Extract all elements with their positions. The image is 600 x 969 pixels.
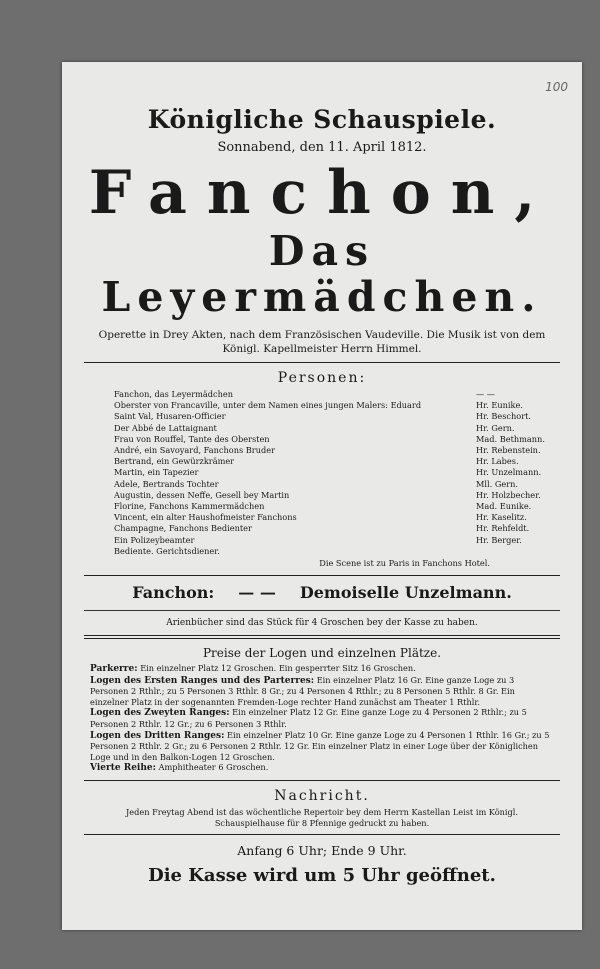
cast-row [114, 456, 548, 467]
cast-actor: Hr. Eunike. [476, 400, 523, 411]
divider [84, 780, 560, 781]
price-label: Logen des Zweyten Ranges: [90, 708, 230, 719]
featured-dashes: — — [238, 583, 276, 603]
cast-row [114, 467, 548, 478]
cast-actor: Hr. Gern. [476, 422, 515, 433]
cast-actor: — — [476, 389, 495, 399]
cast-role: Augustin, dessen Neffe, Gesell bey Martin [114, 489, 290, 500]
cast-actor: Hr. Beschort. [476, 411, 532, 422]
cast-actor: Mll. Gern. [476, 478, 519, 489]
price-label: Parkerre: [90, 664, 138, 675]
cast-role: Oberster von Francaville, unter dem Namen eines jungen Malers: Eduard [114, 400, 422, 411]
cast-actor: Mad. Bethmann. [476, 433, 545, 444]
cast-row [114, 423, 548, 434]
divider [84, 635, 560, 639]
box-office-note: Die Kasse wird um 5 Uhr geöffnet. [148, 865, 496, 887]
price-text: Ein einzelner Platz 16 Gr. Eine ganze Loge zu 3 Personen 2 Rthlr.; zu 5 Personen 3 Rthlr. 8 Gr.; zu 4 Personen 4 Rthlr.; zu 8 Personen 5 Rthlr. 8 Gr. Ein einzelner Platz in der sogenannten Fremden-Loge rechter Hand zunächst am Theater 1 Rthlr. [90, 674, 515, 707]
cast-actor: Hr. Berger. [476, 534, 522, 545]
price-text: Amphitheater 6 Groschen. [158, 762, 269, 773]
cast-actor [476, 546, 548, 557]
cast-row [114, 501, 548, 512]
performance-date: Sonnabend, den 11. April 1812. [217, 140, 427, 155]
cast-role: Champagne, Fanchons Bedienter [114, 523, 252, 534]
cast-role: Vincent, ein alter Haushofmeister Fanchons [114, 512, 297, 523]
scene-note: Die Scene ist zu Paris in Fanchons Hotel. [319, 558, 490, 569]
prices-heading: Preise der Logen und einzelnen Plätze. [202, 646, 442, 661]
price-label: Logen des Dritten Ranges: [90, 730, 225, 741]
price-label: Vierte Reihe: [90, 763, 156, 774]
price-label: Logen des Ersten Ranges und des Parterres: [90, 675, 315, 686]
cast-row [114, 445, 548, 456]
play-subtitle: Das Leyermädchen. [101, 227, 543, 321]
news-text: Jeden Freytag Abend ist das wöchentliche Repertoir bey dem Herrn Kastellan Leist im Königl. Schauspielhause für 8 Pfennige gedruckt zu haben. [126, 806, 518, 828]
play-title: Fanchon, [88, 158, 556, 228]
theatre-name: Königliche Schauspiele. [147, 105, 497, 134]
cast-role: Martin, ein Tapezier [114, 467, 199, 478]
cast-actor: Hr. Rehfeldt. [476, 523, 530, 534]
price-entry [90, 730, 554, 763]
price-entry [90, 707, 554, 729]
libretto-note: Arienbücher sind das Stück für 4 Groschen bey der Kasse zu haben. [166, 618, 478, 629]
featured-role [84, 582, 560, 604]
cast-row [114, 389, 548, 400]
cast-role: Saint Val, Husaren-Officier [114, 411, 226, 422]
cast-row [114, 512, 548, 523]
cast-row [114, 490, 548, 501]
cast-list [84, 389, 560, 557]
cast-actor: Hr. Rebenstein. [476, 445, 541, 456]
performance-times: Anfang 6 Uhr; Ende 9 Uhr. [237, 843, 407, 859]
featured-performer: Demoiselle Unzelmann. [299, 583, 512, 603]
cast-role: Der Abbé de Lattaignant [114, 422, 217, 433]
price-entry [90, 675, 554, 708]
cast-role: André, ein Savoyard, Fanchons Bruder [114, 445, 275, 456]
cast-row [114, 434, 548, 445]
cast-role: Adele, Bertrands Tochter [114, 478, 219, 489]
price-text: Ein einzelner Platz 10 Gr. Eine ganze Loge zu 4 Personen 1 Rthlr. 16 Gr.; zu 5 Personen 2 Rthlr. 2 Gr.; zu 6 Personen 2 Rthlr. 12 Gr. Ein einzelner Platz in einer Loge über der Königlichen Loge und in den Balkon-Logen 12 Groschen. [90, 729, 550, 762]
cast-heading: Personen: [277, 370, 367, 386]
cast-row [114, 523, 548, 534]
cast-role: Fanchon, das Leyermädchen [114, 389, 234, 399]
cast-row [114, 400, 548, 411]
featured-role-name: Fanchon: [132, 583, 215, 603]
price-list [84, 663, 560, 774]
cast-role: Bertrand, ein Gewürzkrämer [114, 456, 235, 467]
genre-note: Operette in Drey Akten, nach dem Französischen Vaudeville. Die Musik ist von dem Königl. Kapellmeister Herrn Himmel. [98, 329, 546, 355]
cast-actor: Hr. Unzelmann. [476, 467, 542, 478]
cast-row [114, 479, 548, 490]
price-text: Ein einzelner Platz 12 Groschen. Ein gesperrter Sitz 16 Groschen. [140, 663, 416, 674]
cast-row [114, 535, 548, 546]
price-entry [90, 663, 554, 675]
playbill-sheet [62, 62, 582, 930]
divider [84, 834, 560, 835]
cast-role: Bediente. Gerichtsdiener. [114, 545, 220, 556]
cast-role: Frau von Rouffel, Tante des Obersten [114, 433, 270, 444]
cast-role: Ein Polizeybeamter [114, 534, 195, 545]
news-heading: Nachricht. [274, 787, 370, 804]
cast-role: Florine, Fanchons Kammermädchen [114, 501, 265, 512]
cast-actor: Hr. Kaselitz. [476, 512, 527, 523]
divider [84, 575, 560, 576]
divider [84, 610, 560, 611]
cast-actor: Hr. Labes. [476, 456, 519, 467]
archive-number: 100 [545, 80, 568, 94]
cast-row [114, 546, 548, 557]
price-entry [90, 762, 554, 774]
price-text: Ein einzelner Platz 12 Gr. Eine ganze Loge zu 4 Personen 2 Rthlr.; zu 5 Personen 2 Rthlr. 12 Gr.; zu 6 Personen 3 Rthlr. [90, 707, 527, 730]
divider [84, 362, 560, 363]
cast-actor: Mad. Eunike. [476, 501, 532, 512]
cast-row [114, 411, 548, 422]
cast-actor: Hr. Holzbecher. [476, 489, 541, 500]
